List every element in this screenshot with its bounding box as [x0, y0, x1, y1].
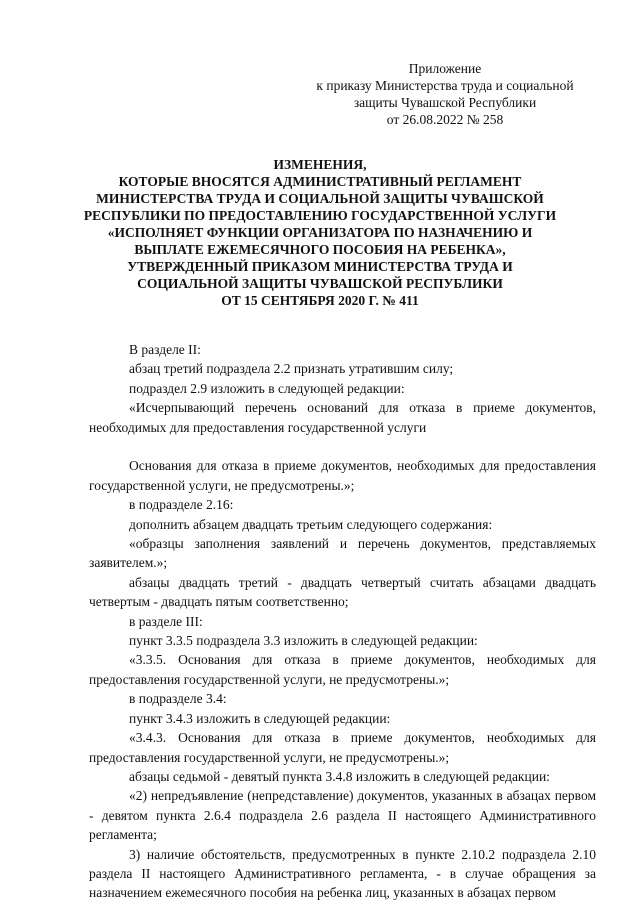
appendix-line: от 26.08.2022 № 258	[386, 112, 504, 127]
paragraph: «3.3.5. Основания для отказа в приеме документов, необходимых для предоставления государственной услуги, не предусмотрены.»;	[89, 652, 596, 687]
paragraph: в подразделе 2.16:	[129, 497, 234, 513]
appendix-line: защиты Чувашской Республики	[353, 95, 537, 110]
title-line: РЕСПУБЛИКИ ПО ПРЕДОСТАВЛЕНИЮ ГОСУДАРСТВЕННОЙ УСЛУГИ	[83, 208, 557, 223]
paragraph: подраздел 2.9 изложить в следующей редакции:	[129, 380, 405, 396]
title-line: ВЫПЛАТЕ ЕЖЕМЕСЯЧНОГО ПОСОБИЯ НА РЕБЕНКА»,	[134, 242, 506, 257]
paragraph: «Исчерпывающий перечень оснований для отказа в приеме документов, необходимых для предоставления государственной услуги	[89, 400, 596, 435]
title-line: ОТ 15 СЕНТЯБРЯ 2020 Г. № 411	[221, 293, 419, 308]
paragraph: абзацы двадцать третий - двадцать четвертый считать абзацами двадцать четвертым - двадцать пятым соответственно;	[89, 574, 596, 610]
document-body	[89, 340, 596, 903]
blank-line	[89, 437, 596, 456]
appendix-line: Приложение	[408, 61, 482, 76]
paragraph: абзацы седьмой - девятый пункта 3.4.8 изложить в следующей редакции:	[129, 768, 550, 784]
paragraph: 3) наличие обстоятельств, предусмотренных в пункте 2.10.2 подраздела 2.10 раздела II настоящего Административного регламента, - в случае обращения за назначением ежемесячного пособия на ребенка лиц, указанных в абзацах первом	[89, 846, 596, 901]
title-line: УТВЕРЖДЕННЫЙ ПРИКАЗОМ МИНИСТЕРСТВА ТРУДА И	[127, 259, 513, 274]
paragraph: в подразделе 3.4:	[129, 691, 227, 707]
paragraph: пункт 3.4.3 изложить в следующей редакции:	[129, 710, 391, 726]
paragraph: «образцы заполнения заявлений и перечень документов, представляемых заявителем.»;	[89, 536, 596, 571]
title-line: ИЗМЕНЕНИЯ,	[273, 157, 367, 172]
paragraph: пункт 3.3.5 подраздела 3.3 изложить в следующей редакции:	[129, 633, 478, 649]
title-line: «ИСПОЛНЯЕТ ФУНКЦИИ ОРГАНИЗАТОРА ПО НАЗНАЧЕНИЮ И	[107, 225, 533, 240]
paragraph: Основания для отказа в приеме документов, необходимых для предоставления государственной услуги, не предусмотрены.»;	[89, 458, 596, 493]
document-title	[80, 156, 560, 309]
appendix-header	[300, 60, 590, 128]
title-line: СОЦИАЛЬНОЙ ЗАЩИТЫ ЧУВАШСКОЙ РЕСПУБЛИКИ	[137, 276, 503, 291]
paragraph: абзац третий подраздела 2.2 признать утратившим силу;	[129, 361, 454, 377]
paragraph: В разделе II:	[129, 342, 201, 357]
paragraph: «2) непредъявление (непредставление) документов, указанных в абзацах первом - девятом пункта 2.6.4 подраздела 2.6 раздела II настоящего Административного регламента;	[89, 788, 596, 843]
paragraph: дополнить абзацем двадцать третьим следующего содержания:	[129, 516, 493, 532]
appendix-line: к приказу Министерства труда и социальной	[316, 78, 574, 93]
paragraph: «3.4.3. Основания для отказа в приеме документов, необходимых для предоставления государственной услуги, не предусмотрены.»;	[89, 730, 596, 765]
title-line: КОТОРЫЕ ВНОСЯТСЯ АДМИНИСТРАТИВНЫЙ РЕГЛАМЕНТ	[118, 174, 522, 189]
title-line: МИНИСТЕРСТВА ТРУДА И СОЦИАЛЬНОЙ ЗАЩИТЫ ЧУВАШСКОЙ	[96, 191, 544, 206]
paragraph: в разделе III:	[129, 613, 203, 629]
